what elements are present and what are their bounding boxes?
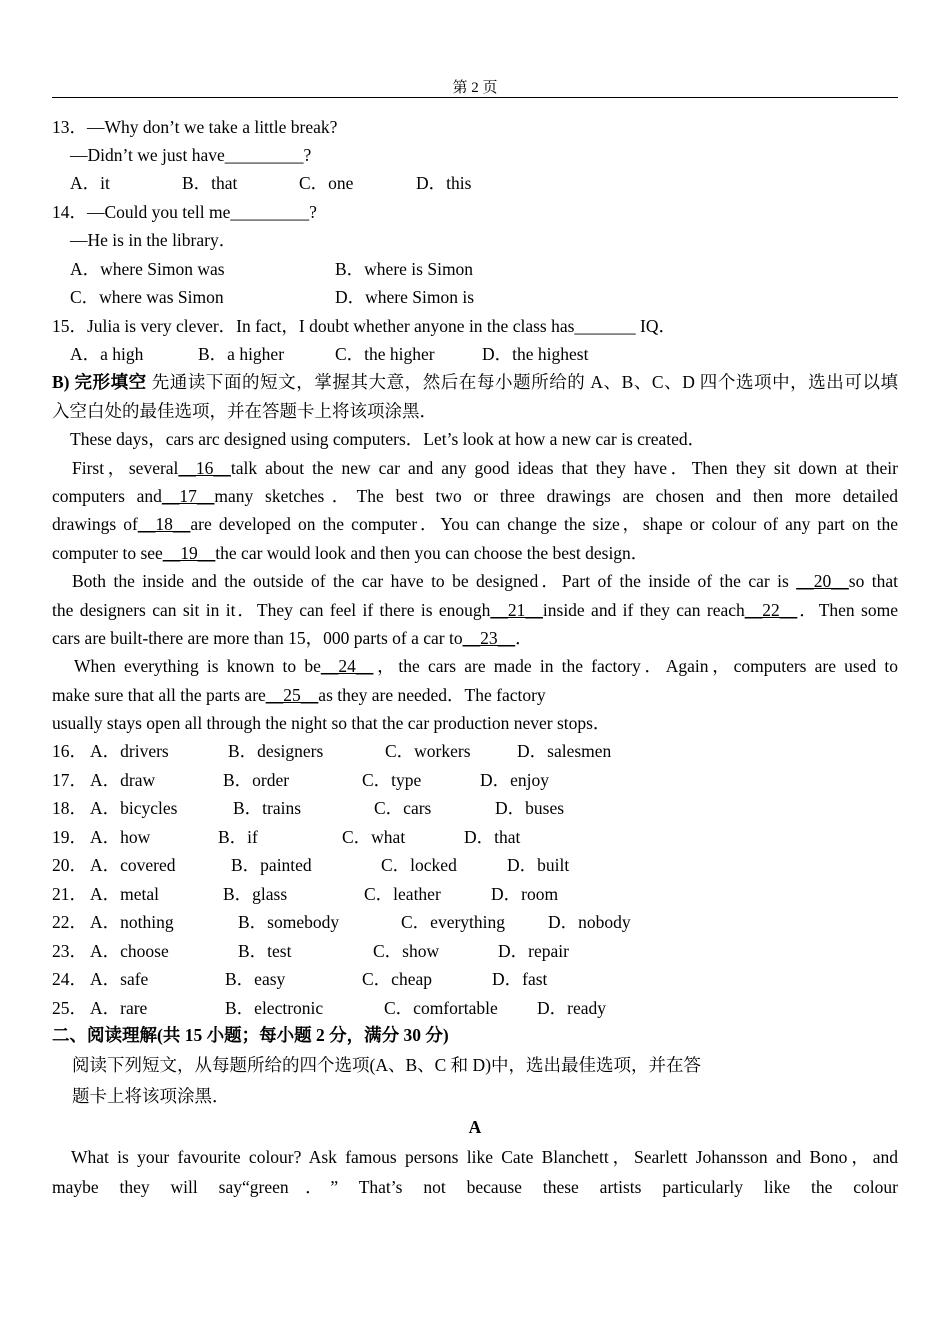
q14-reply: —He is in the library． [70,230,237,250]
option-b[interactable]: B．somebody [238,912,340,932]
question-number: 20． [52,855,87,875]
blank-19: __19__ [162,543,216,563]
option-c[interactable]: C．show [373,940,440,961]
q15-option-c[interactable]: C．the higher [335,344,435,364]
option-d[interactable]: D．ready [537,997,607,1018]
option-c[interactable]: C．what [342,826,406,847]
option-d[interactable]: D．buses [495,798,565,818]
cloze-heading: B) 完形填空 [52,372,147,392]
blank-23: __23__ [462,628,516,648]
reading-instruction-line-1: 阅读下列短文，从每题所给的四个选项(A、B、C 和 D)中，选出最佳选项，并在答 [72,1055,702,1075]
option-a[interactable]: A．drivers [90,741,169,761]
q13-option-d[interactable]: D．this [416,173,472,193]
passage-label: A [468,1117,482,1137]
option-d[interactable]: D．enjoy [480,769,550,790]
option-c[interactable]: C．everything [401,912,506,932]
q14-option-c[interactable]: C．where was Simon [70,287,224,307]
cloze-p2-line-1: First，several__16__talk about the new car and any good ideas that they have．Then they sit down at their [72,458,898,478]
cloze-p4-line-3: usually stays open all through the night so that the car production never stops． [52,713,611,733]
cloze-p3-line-3: cars are built-there are more than 15，000 parts of a car to__23__． [52,628,533,648]
option-d[interactable]: D．salesmen [517,741,612,761]
reading-heading: 二、阅读理解(共 15 小题；每小题 2 分，满分 30 分) [52,1025,449,1045]
blank-24: __24__ [320,656,374,676]
q14-option-d[interactable]: D．where Simon is [335,287,475,307]
q15-stem: 15．Julia is very clever．In fact，I doubt whether anyone in the class has_______ IQ． [52,316,677,336]
option-a[interactable]: A．draw [90,769,156,790]
cloze-p4-line-1: When everything is known to be__24__，the cars are made in the factory．Again，computers are used to [74,656,898,676]
option-a[interactable]: A．rare [90,997,148,1018]
option-b[interactable]: B．designers [228,741,324,761]
option-a[interactable]: A．choose [90,940,169,961]
blank-20: __20__ [796,571,849,591]
blank-17: __17__ [161,486,215,506]
option-c[interactable]: C．leather [364,883,441,904]
page-header: 第 2 页 [452,80,498,96]
q14-stem: 14．—Could you tell me_________? [52,202,317,222]
option-b[interactable]: B．test [238,940,292,961]
option-b[interactable]: B．painted [231,855,312,875]
option-d[interactable]: D．room [491,883,559,904]
q13-option-a[interactable]: A．it [70,173,110,193]
option-d[interactable]: D．that [464,826,521,847]
option-a[interactable]: A．metal [90,883,160,904]
option-b[interactable]: B．trains [233,798,302,818]
q13-option-b[interactable]: B．that [182,173,238,193]
question-number: 21． [52,883,87,904]
header-divider [52,97,898,98]
cloze-p2-line-2: computers and__17__many sketches．The best two or three drawings are chosen and then more detailed [52,486,898,506]
blank-21: __21__ [490,600,543,620]
option-b[interactable]: B．if [218,826,258,847]
question-number: 24． [52,969,87,989]
q15-option-d[interactable]: D．the highest [482,344,589,364]
cloze-p3-line-1: Both the inside and the outside of the car have to be designed．Part of the inside of the car is __20__so that [72,571,898,591]
option-b[interactable]: B．glass [223,883,288,904]
q14-option-b[interactable]: B．where is Simon [335,259,474,279]
question-number: 22． [52,912,87,932]
q14-option-a[interactable]: A．where Simon was [70,259,225,279]
q15-option-b[interactable]: B．a higher [198,344,285,364]
cloze-p2-line-3: drawings of__18__are developed on the computer．You can change the size，shape or colour of any part on the [52,514,898,534]
question-number: 17． [52,769,87,790]
reading-instruction-line-2: 题卡上将该项涂黑． [72,1086,230,1106]
option-a[interactable]: A．nothing [90,912,174,932]
option-d[interactable]: D．fast [492,969,548,989]
option-b[interactable]: B．electronic [225,997,324,1018]
option-a[interactable]: A．safe [90,969,149,989]
q13-option-c[interactable]: C．one [299,173,354,193]
cloze-paragraph-1: These days，cars arc designed using computers．Let’s look at how a new car is created． [70,429,706,449]
cloze-p4-line-2: make sure that all the parts are__25__as they are needed．The factory [52,685,546,705]
option-c[interactable]: C．cheap [362,969,432,989]
option-d[interactable]: D．repair [498,940,569,961]
question-number: 19． [52,826,87,847]
cloze-p2-line-4: computer to see__19__the car would look and then you can choose the best design． [52,543,649,563]
option-c[interactable]: C．cars [374,798,432,818]
q13-stem: 13．—Why don’t we take a little break? [52,117,338,137]
blank-18: __18__ [137,514,191,534]
option-a[interactable]: A．bicycles [90,798,178,818]
passage-line-1: What is your favourite colour? Ask famous persons like Cate Blanchett，Searlett Johansson and Bono，and [71,1147,898,1167]
question-number: 18． [52,798,87,818]
cloze-p3-line-2: the designers can sit in it．They can feel if there is enough__21__inside and if they can reach__22__．Then some [52,600,898,620]
q15-option-a[interactable]: A．a high [70,344,144,364]
blank-25: __25__ [265,685,319,705]
cloze-instruction: B) 完形填空 先通读下面的短文，掌握其大意，然后在每小题所给的 A、B、C、D 四个选项中，选出可以填 [52,372,899,392]
option-c[interactable]: C．type [362,769,422,790]
q13-reply: —Didn’t we just have_________? [70,145,312,165]
option-a[interactable]: A．covered [90,855,176,875]
passage-line-2: maybe they will say“green．” That’s not because these artists particularly like the colour [52,1177,898,1197]
question-number: 25． [52,997,87,1018]
cloze-instruction-line-2: 入空白处的最佳选项，并在答题卡上将该项涂黑． [52,401,437,421]
blank-16: __16__ [178,458,231,478]
option-c[interactable]: C．comfortable [384,997,498,1018]
question-number: 16． [52,741,87,761]
option-b[interactable]: B．easy [225,969,286,989]
option-a[interactable]: A．how [90,826,151,847]
option-b[interactable]: B．order [223,769,290,790]
option-c[interactable]: C．workers [385,741,471,761]
option-d[interactable]: D．nobody [548,912,631,932]
option-d[interactable]: D．built [507,855,570,875]
question-number: 23． [52,940,87,961]
option-c[interactable]: C．locked [381,855,457,875]
blank-22: __22__ [744,600,798,620]
